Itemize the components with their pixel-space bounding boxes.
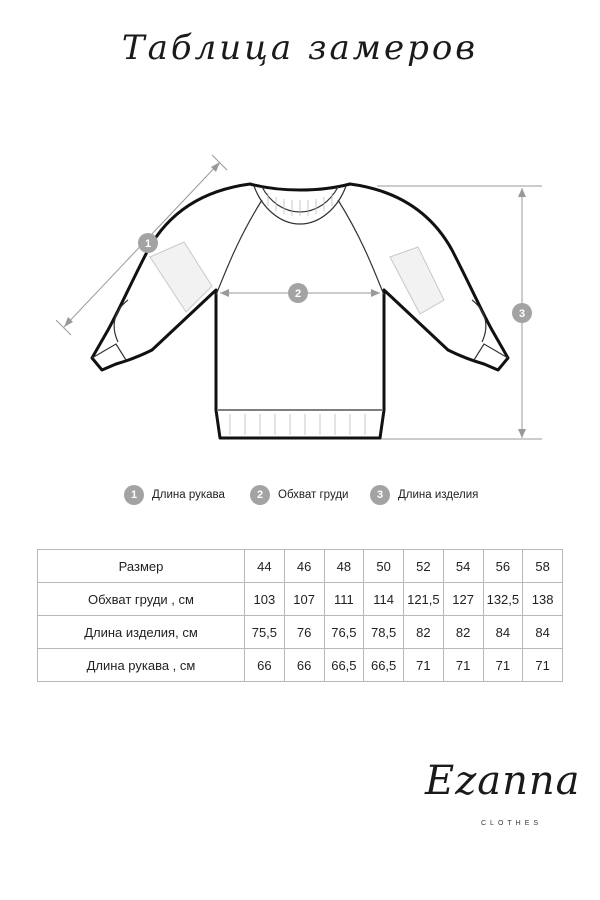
table-cell: 66,5 xyxy=(364,649,404,682)
table-cell: 71 xyxy=(483,649,523,682)
legend-item-chest xyxy=(250,484,348,506)
legend-number: 3 xyxy=(370,485,390,505)
size-cell: 58 xyxy=(523,550,563,583)
marker-sleeve xyxy=(138,233,158,253)
size-table xyxy=(37,549,563,682)
table-cell: 132,5 xyxy=(483,583,523,616)
table-row xyxy=(38,649,563,682)
size-cell: 46 xyxy=(284,550,324,583)
garment-outline xyxy=(92,184,508,438)
legend-item-sleeve xyxy=(124,484,225,506)
table-cell: 121,5 xyxy=(404,583,444,616)
measurement-legend xyxy=(0,484,600,506)
legend-number: 1 xyxy=(124,485,144,505)
table-cell: 82 xyxy=(404,616,444,649)
table-cell: 76 xyxy=(284,616,324,649)
brand-name: Ezanna xyxy=(425,758,581,804)
table-row xyxy=(38,616,563,649)
size-cell: 52 xyxy=(404,550,444,583)
svg-text:1: 1 xyxy=(144,238,152,250)
svg-text:3: 3 xyxy=(518,308,526,320)
table-cell: 66 xyxy=(245,649,285,682)
table-cell: 75,5 xyxy=(245,616,285,649)
page-title: Таблица замеров xyxy=(121,28,479,68)
marker-length xyxy=(512,303,532,323)
table-header-row xyxy=(38,550,563,583)
svg-text:2: 2 xyxy=(294,288,302,300)
row-label: Длина изделия, см xyxy=(38,616,245,649)
table-cell: 66,5 xyxy=(324,649,364,682)
legend-label: Длина рукава xyxy=(152,489,225,501)
table-cell: 76,5 xyxy=(324,616,364,649)
marker-chest xyxy=(288,283,308,303)
size-cell: 56 xyxy=(483,550,523,583)
table-cell: 84 xyxy=(523,616,563,649)
brand-logo xyxy=(425,758,581,838)
table-row xyxy=(38,583,563,616)
table-cell: 114 xyxy=(364,583,404,616)
table-cell: 84 xyxy=(483,616,523,649)
brand-subtitle: CLOTHES xyxy=(481,820,543,827)
table-cell: 127 xyxy=(443,583,483,616)
rib-texture xyxy=(230,193,365,435)
row-label: Длина рукава , см xyxy=(38,649,245,682)
legend-label: Длина изделия xyxy=(398,489,479,501)
table-cell: 111 xyxy=(324,583,364,616)
table-cell: 66 xyxy=(284,649,324,682)
size-cell: 48 xyxy=(324,550,364,583)
size-cell: 44 xyxy=(245,550,285,583)
table-cell: 103 xyxy=(245,583,285,616)
size-cell: 54 xyxy=(443,550,483,583)
legend-label: Обхват груди xyxy=(278,489,349,501)
table-cell: 71 xyxy=(443,649,483,682)
table-cell: 71 xyxy=(404,649,444,682)
table-header-label: Размер xyxy=(38,550,245,583)
table-cell: 107 xyxy=(284,583,324,616)
row-label: Обхват груди , см xyxy=(38,583,245,616)
table-cell: 82 xyxy=(443,616,483,649)
table-cell: 71 xyxy=(523,649,563,682)
table-cell: 138 xyxy=(523,583,563,616)
table-cell: 78,5 xyxy=(364,616,404,649)
size-cell: 50 xyxy=(364,550,404,583)
legend-item-length xyxy=(370,484,478,506)
legend-number: 2 xyxy=(250,485,270,505)
